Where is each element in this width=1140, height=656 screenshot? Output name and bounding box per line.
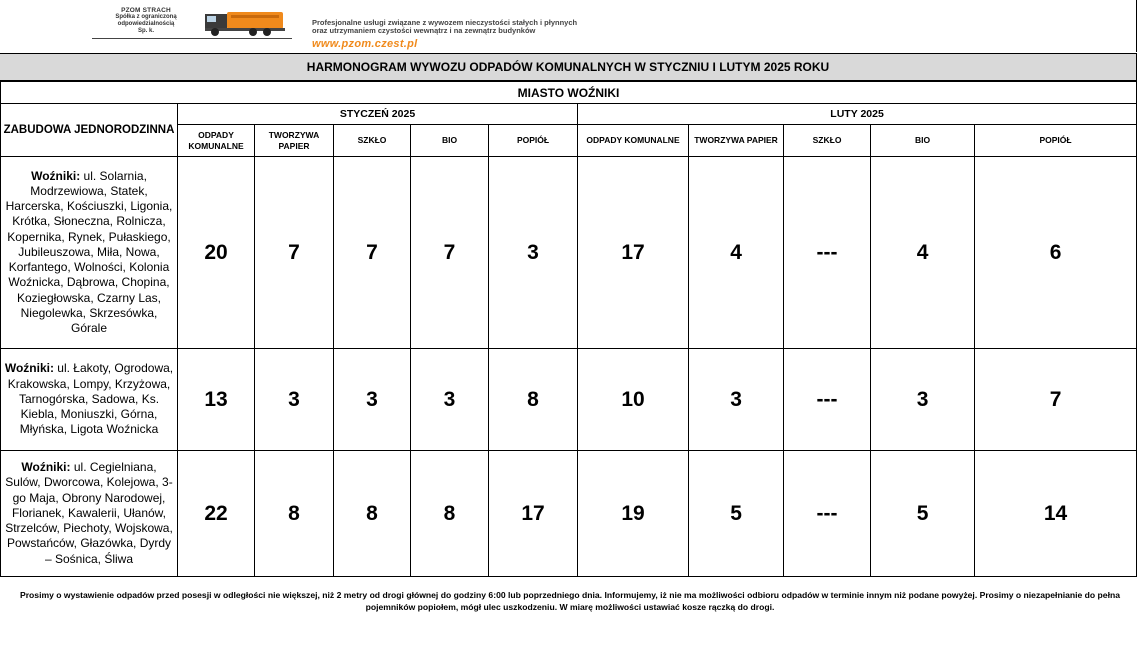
- city-name: MIASTO WOŹNIKI: [0, 81, 1137, 104]
- company-name-block: [92, 7, 200, 35]
- feb-col-glass: SZKŁO: [784, 125, 871, 157]
- jan-ash-day: 8: [489, 349, 578, 451]
- table-row: [1, 451, 1137, 577]
- feb-col-ash: POPIÓŁ: [975, 125, 1137, 157]
- truck-icon: [205, 10, 287, 36]
- feb-plastics-paper-day: 5: [689, 451, 784, 577]
- feb-glass-day: ---: [784, 349, 871, 451]
- feb-plastics-paper-day: 3: [689, 349, 784, 451]
- feb-col-mixed-waste: ODPADY KOMUNALNE: [578, 125, 689, 157]
- town-label: Woźniki:: [31, 168, 81, 183]
- street-list-cell: [1, 157, 178, 349]
- feb-mixed-waste-day: 19: [578, 451, 689, 577]
- tagline-line-1: Profesjonalne usługi związane z wywozem nieczystości stałych i płynnych: [312, 18, 578, 27]
- jan-col-bio: BIO: [411, 125, 489, 157]
- month-header-january: STYCZEŃ 2025: [178, 104, 578, 125]
- area-type-header: ZABUDOWA JEDNORODZINNA: [1, 104, 178, 157]
- jan-bio-day: 8: [411, 451, 489, 577]
- jan-plastics-paper-day: 8: [255, 451, 334, 577]
- jan-mixed-waste-day: 22: [178, 451, 255, 577]
- jan-bio-day: 3: [411, 349, 489, 451]
- tagline-line-2: oraz utrzymaniem czystości wewnątrz i na zewnątrz budynków: [312, 26, 536, 35]
- schedule-title: HARMONOGRAM WYWOZU ODPADÓW KOMUNALNYCH W STYCZNIU I LUTYM 2025 ROKU: [0, 53, 1137, 81]
- feb-mixed-waste-day: 17: [578, 157, 689, 349]
- company-suffix: Sp. k.: [137, 28, 154, 34]
- street-list-cell: [1, 349, 178, 451]
- logo-divider: [92, 38, 292, 39]
- feb-bio-day: 3: [871, 349, 975, 451]
- street-list-cell: [1, 451, 178, 577]
- jan-plastics-paper-day: 3: [255, 349, 334, 451]
- feb-bio-day: 5: [871, 451, 975, 577]
- header-strip: [0, 0, 1137, 52]
- jan-mixed-waste-day: 20: [178, 157, 255, 349]
- jan-ash-day: 17: [489, 451, 578, 577]
- jan-ash-day: 3: [489, 157, 578, 349]
- town-label: Woźniki:: [4, 361, 54, 376]
- feb-ash-day: 14: [975, 451, 1137, 577]
- jan-glass-day: 7: [334, 157, 411, 349]
- feb-glass-day: ---: [784, 157, 871, 349]
- jan-glass-day: 3: [334, 349, 411, 451]
- collection-schedule-table: [0, 103, 1137, 577]
- company-tagline: [312, 19, 752, 35]
- jan-col-ash: POPIÓŁ: [489, 125, 578, 157]
- feb-mixed-waste-day: 10: [578, 349, 689, 451]
- company-website[interactable]: www.pzom.czest.pl: [312, 38, 418, 50]
- month-header-february: LUTY 2025: [578, 104, 1137, 125]
- feb-col-bio: BIO: [871, 125, 975, 157]
- feb-plastics-paper-day: 4: [689, 157, 784, 349]
- month-header-row: [1, 104, 1137, 125]
- street-list: ul. Solarnia, Modrzewiowa, Statek, Harcerska, Kościuszki, Ligonia, Krótka, Słoneczna, Rolnicza, Kopernika, Rynek, Pułaskiego, Jubileuszowa, Miła, Nowa, Korfantego, Wolności, Kolonia Woźnicka, Dąbrowa, Chopina, Koziegłowska, Czarny Las, Niegolewka, Skrzesówka, Górale: [5, 168, 173, 335]
- table-row: [1, 157, 1137, 349]
- footer-note: Prosimy o wystawienie odpadów przed posesji w odległości nie większej, niż 2 metry od drogi głównej do godziny 6:00 lub poprzedniego dnia. Informujemy, iż nie ma możliwości odbioru odpadów w terminie innym niż podane powyżej. Prosimy o niezapełnianie do pełna pojemników popiołem, mógł ulec uszkodzeniu. W miarę możliwości ustawiać kosze rączką do drogi.: [19, 590, 1120, 612]
- company-form: Spółka z ograniczoną odpowiedzialnością: [115, 14, 177, 27]
- company-name: PZOM STRACH: [121, 7, 171, 14]
- jan-plastics-paper-day: 7: [255, 157, 334, 349]
- company-logo-banner: [80, 0, 760, 52]
- jan-col-mixed-waste: ODPADY KOMUNALNE: [178, 125, 255, 157]
- jan-bio-day: 7: [411, 157, 489, 349]
- jan-glass-day: 8: [334, 451, 411, 577]
- feb-col-plastics-paper: TWORZYWA PAPIER: [689, 125, 784, 157]
- feb-ash-day: 6: [975, 157, 1137, 349]
- town-label: Woźniki:: [21, 460, 71, 475]
- feb-ash-day: 7: [975, 349, 1137, 451]
- jan-col-plastics-paper: TWORZYWA PAPIER: [255, 125, 334, 157]
- street-list: ul. Cegielniana, Sulów, Dworcowa, Kolejowa, 3-go Maja, Obrony Narodowej, Florianek, Kawalerii, Ułanów, Strzelców, Piechoty, Wojskowa, Powstańców, Głazówka, Dyrdy – Sośnica, Śliwa: [5, 460, 173, 566]
- jan-col-glass: SZKŁO: [334, 125, 411, 157]
- table-row: [1, 349, 1137, 451]
- feb-glass-day: ---: [784, 451, 871, 577]
- jan-mixed-waste-day: 13: [178, 349, 255, 451]
- street-list: ul. Łakoty, Ogrodowa, Krakowska, Lompy, Krzyżowa, Tarnogórska, Sadowa, Ks. Kiebla, Moniuszki, Górna, Młyńska, Ligota Woźnicka: [7, 361, 174, 437]
- feb-bio-day: 4: [871, 157, 975, 349]
